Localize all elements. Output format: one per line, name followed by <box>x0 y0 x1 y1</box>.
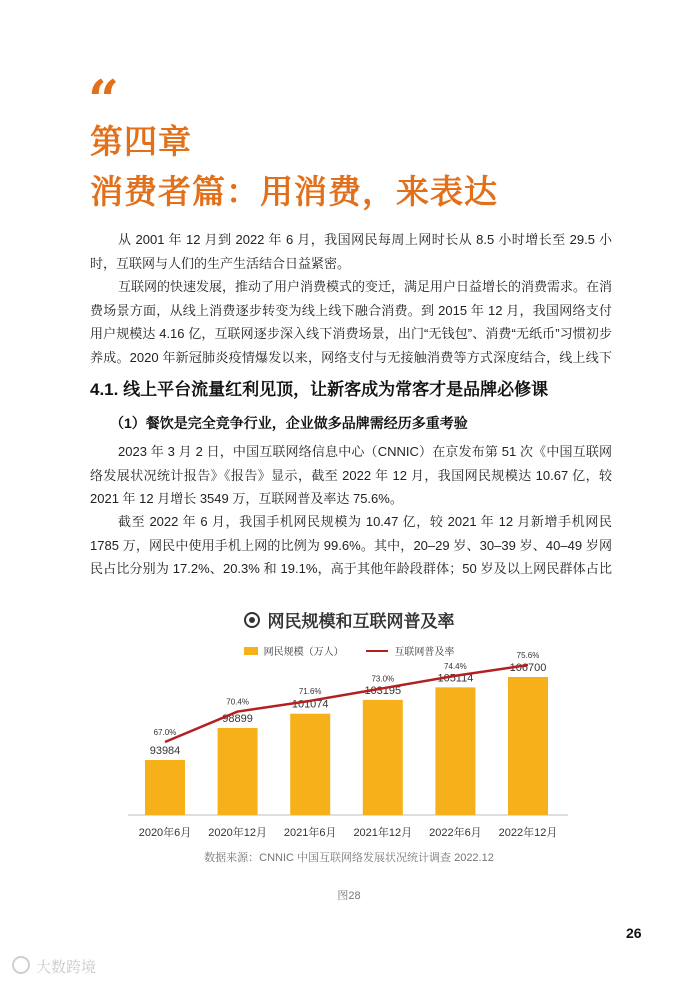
chart <box>0 600 698 860</box>
bar-value-label: 98899 <box>222 712 253 725</box>
bar-users <box>290 714 330 815</box>
section-heading: 4.1. 线上平台流量红利见顶，让新客成为常客才是品牌必修课 <box>90 380 549 399</box>
watermark <box>12 956 96 978</box>
chapter-title: 第四章 <box>90 123 192 160</box>
x-tick-label: 2021年6月 <box>283 827 337 839</box>
x-tick-label: 2021年12月 <box>353 827 413 839</box>
figure-caption: 图28 <box>337 890 361 902</box>
x-tick-label: 2020年12月 <box>208 827 267 839</box>
bar-value-label: 106700 <box>509 661 547 674</box>
bar-value-label: 105114 <box>437 672 474 685</box>
line-value-label: 75.6% <box>516 651 540 661</box>
paragraph-1: 从 2001 年 12 月到 2022 年 6 月，我国网民每周上网时长从 8.5 小时增长至 29.5 小时，互联网与人们的生产生活结合日益紧密。 <box>90 232 612 271</box>
chart-title-text: 网民规模和互联网普及率 <box>267 612 455 631</box>
line-value-label: 74.4% <box>444 661 467 671</box>
legend-label-users: 网民规模（万人） <box>263 647 344 658</box>
line-value-label: 71.6% <box>298 686 322 696</box>
page-number: 26 <box>626 925 642 941</box>
subsection-heading: （1）餐饮是完全竞争行业，企业做多品牌需经历多重考验 <box>110 415 468 431</box>
x-tick-label: 2022年6月 <box>429 827 482 839</box>
bar-value-label: 93984 <box>149 744 181 757</box>
bar-users <box>218 728 258 815</box>
x-tick-label: 2020年6月 <box>138 827 192 839</box>
bar-users <box>508 677 548 815</box>
legend-label-penetration: 互联网普及率 <box>394 647 455 658</box>
bar-users <box>363 700 403 815</box>
paragraph-2: 互联网的快速发展，推动了用户消费模式的变迁，满足用户日益增长的消费需求。在消费场景方面，从线上消费逐步转变为线上线下融合消费。到 2015 年 12 月，我国网络支付用户规模达 4.16 亿，互联网逐步深入线下消费场景，出门“无钱包”、消费“无纸币”习惯初步养成。2020 年新冠肺炎疫情爆发以来，网络支付与无接触消费等方式深度结合，线上线下 <box>90 279 612 365</box>
bar-value-label: 101074 <box>291 698 329 711</box>
line-value-label: 70.4% <box>226 697 249 707</box>
chart-source: 数据来源：CNNIC 中国互联网络发展状况统计调查 2022.12 <box>204 852 494 864</box>
paragraph-4: 截至 2022 年 6 月，我国手机网民规模为 10.47 亿，较 2021 年 12 月新增手机网民 1785 万，网民中使用手机上网的比例为 99.6%。其中，20–29 岁、30–39 岁、40–49 岁网民占比分别为 17.2%、20.3% 和 19.1%，高于其他年龄段群体；50 岁及以上网民群体占比 <box>90 514 612 576</box>
page-title: 消费者篇：用消费，来表达 <box>90 173 498 210</box>
bar-users <box>145 760 185 815</box>
watermark-text: 大数跨境 <box>36 959 97 976</box>
quote-mark: “ <box>88 68 120 132</box>
bar-users <box>435 687 475 815</box>
line-value-label: 73.0% <box>371 674 395 684</box>
paragraph-3: 2023 年 3 月 2 日，中国互联网络信息中心（CNNIC）在京发布第 51 次《中国互联网络发展状况统计报告》《报告》显示，截至 2022 年 12 月，我国网民规模达 10.67 亿，较 2021 年 12 月增长 3549 万，互联网普及率达 75.6%。 <box>90 444 612 506</box>
bar-value-label: 103195 <box>364 684 402 697</box>
x-tick-label: 2022年12月 <box>498 827 558 839</box>
watermark-logo-icon <box>12 956 30 974</box>
line-value-label: 67.0% <box>153 728 177 737</box>
